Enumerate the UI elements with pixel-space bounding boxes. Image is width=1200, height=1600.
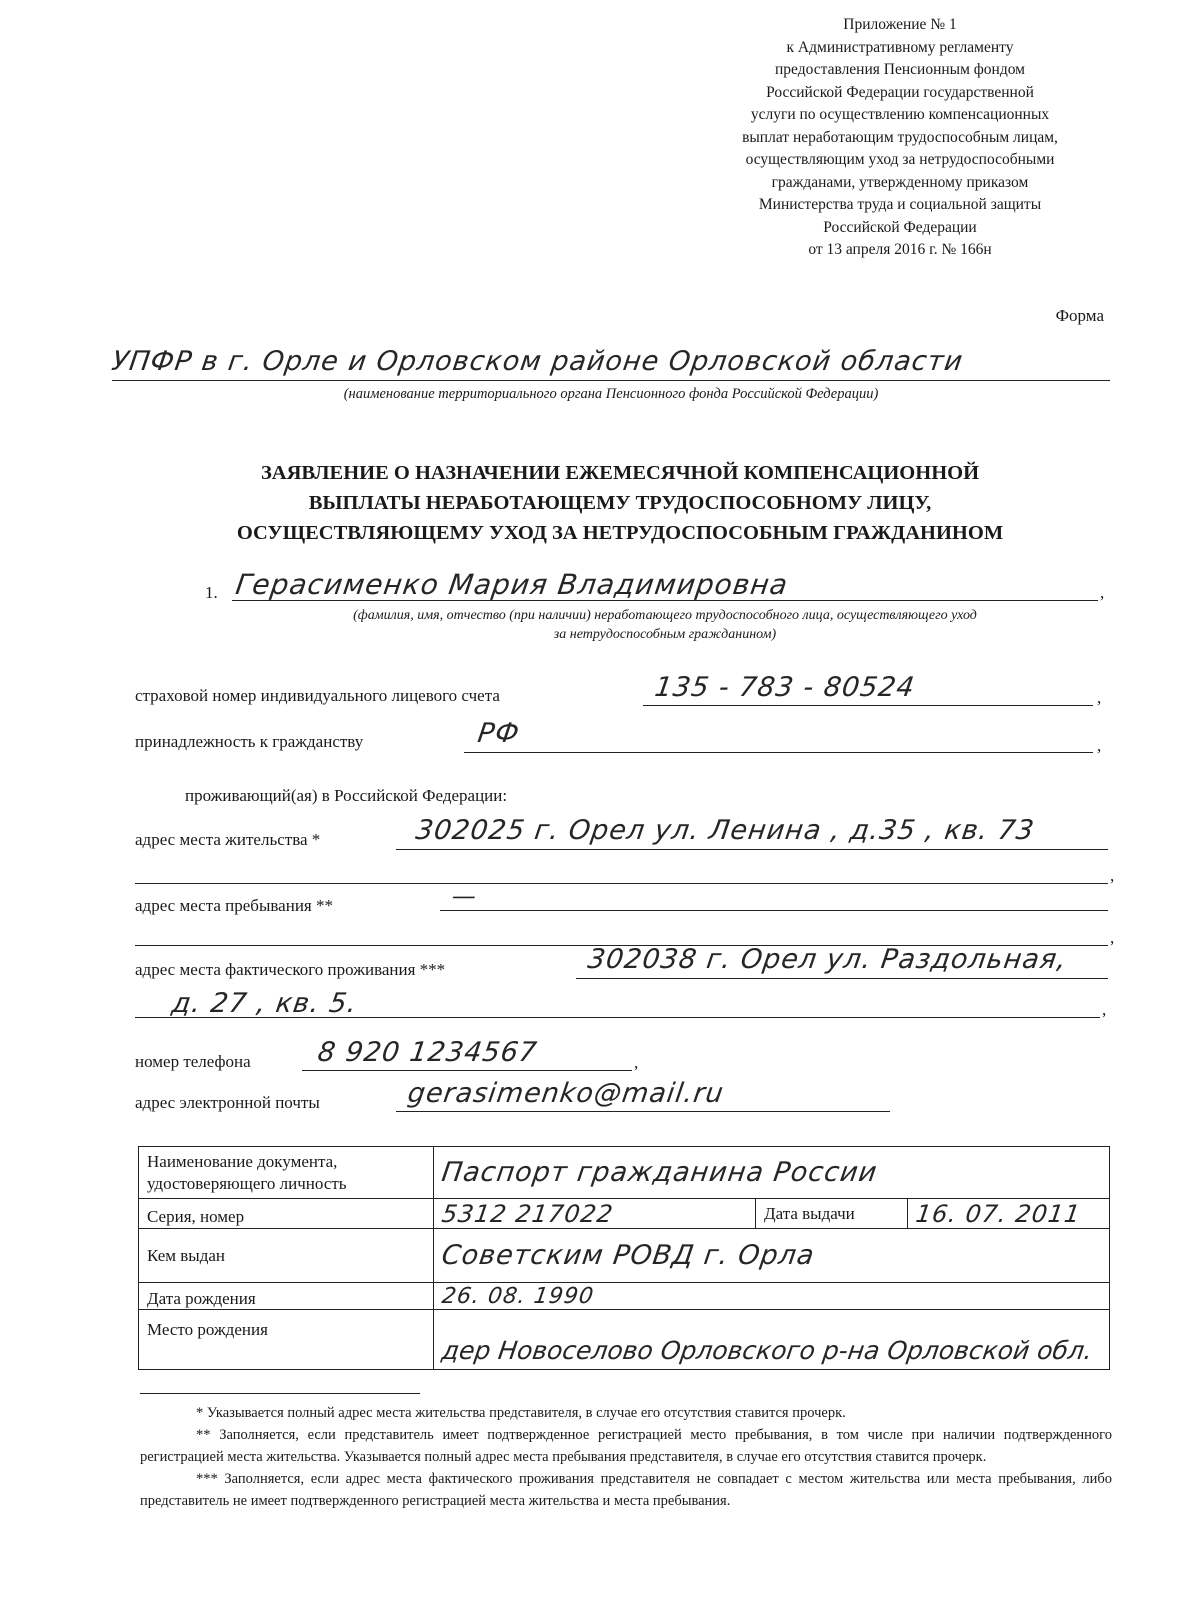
series-value: 5312 217022 — [440, 1199, 616, 1228]
actual-address-value-line1[interactable]: 302038 г. Орел ул. Раздольная, — [585, 944, 1069, 975]
snils-label: страховой номер индивидуального лицевого счета — [135, 686, 500, 705]
applicant-underline — [232, 600, 1098, 601]
email-label: адрес электронной почты — [135, 1093, 320, 1112]
issue-date-label: Дата выдачи — [756, 1199, 908, 1229]
appendix-line: услуги по осуществлению компенсационных — [750, 106, 1050, 123]
appendix-line: Министерства труда и социальной защиты — [758, 196, 1042, 213]
applicant-number: 1. — [205, 583, 218, 602]
actual-address-value-line2[interactable]: д. 27 , кв. 5. — [169, 988, 360, 1019]
table-row — [139, 1310, 1110, 1370]
comma: , — [1102, 1000, 1107, 1019]
actual-address-label: адрес места фактического проживания *** — [135, 960, 446, 979]
doc-name-label-line: Наименование документа, — [147, 1152, 338, 1171]
comma: , — [1110, 928, 1115, 947]
table-row — [139, 1283, 1110, 1310]
appendix-line: выплат неработающим трудоспособным лицам, — [742, 128, 1058, 146]
issued-by-cell[interactable] — [434, 1229, 1110, 1283]
doc-name-cell[interactable] — [434, 1147, 1110, 1199]
birth-place-value: дер Новоселово Орловского р-на Орловской обл. — [440, 1336, 1095, 1365]
doc-name-value: Паспорт гражданина России — [439, 1157, 880, 1188]
doc-name-label-line: удостоверяющего личность — [147, 1174, 347, 1193]
birth-place-label: Место рождения — [139, 1310, 434, 1370]
series-cell[interactable] — [434, 1199, 756, 1229]
stay-label: адрес места пребывания ** — [135, 896, 333, 915]
comma: , — [1110, 866, 1115, 885]
birth-place-cell[interactable] — [434, 1310, 1110, 1370]
residing-label: проживающий(ая) в Российской Федерации: — [185, 786, 508, 805]
residence-underline — [396, 849, 1108, 850]
territorial-body-value[interactable]: УПФР в г. Орле и Орловском районе Орловской области — [109, 346, 966, 377]
appendix-line: предоставления Пенсионным фондом — [774, 61, 1025, 78]
footnotes — [140, 1402, 1112, 1512]
table-row — [139, 1147, 1110, 1199]
appendix-line: гражданами, утвержденному приказом — [771, 173, 1029, 191]
table-row — [139, 1229, 1110, 1283]
snils-value[interactable]: 135 - 783 - 80524 — [652, 672, 917, 703]
email-value[interactable]: gerasimenko@mail.ru — [405, 1078, 726, 1109]
footnote-separator — [140, 1393, 420, 1394]
birth-date-value: 26. 08. 1990 — [440, 1283, 596, 1309]
snils-underline — [643, 705, 1093, 706]
footnote-3: *** Заполняется, если адрес места фактического проживания представителя не совпадает с местом жительства или места пребывания, либо представитель не имеет подтвержденного регистрацией места жительства и места пребывания. — [140, 1471, 1112, 1509]
table-row — [139, 1199, 1110, 1229]
appendix-line: осуществляющим уход за нетрудоспособными — [745, 151, 1055, 168]
birth-date-label: Дата рождения — [139, 1283, 434, 1310]
residence-value[interactable]: 302025 г. Орел ул. Ленина , д.35 , кв. 73 — [413, 815, 1037, 846]
residence-label: адрес места жительства * — [135, 830, 321, 849]
stay-value[interactable]: — — [450, 882, 479, 910]
email-underline — [396, 1111, 890, 1112]
series-label: Серия, номер — [139, 1199, 434, 1229]
phone-value[interactable]: 8 920 1234567 — [315, 1037, 540, 1068]
comma: , — [1100, 583, 1105, 602]
footnote-1: * Указывается полный адрес места жительства представителя, в случае его отсутствия ставится прочерк. — [196, 1405, 846, 1421]
applicant-caption-line: за нетрудоспособным гражданином) — [553, 627, 777, 642]
title-line: ЗАЯВЛЕНИЕ О НАЗНАЧЕНИИ ЕЖЕМЕСЯЧНОЙ КОМПЕНСАЦИОННОЙ — [260, 462, 980, 484]
applicant-full-name[interactable]: Герасименко Мария Владимировна — [233, 568, 791, 601]
appendix-header — [640, 14, 1160, 262]
id-document-table — [138, 1146, 1110, 1370]
title-line: ОСУЩЕСТВЛЯЮЩЕМУ УХОД ЗА НЕТРУДОСПОСОБНЫМ ГРАЖДАНИНОМ — [236, 522, 1004, 544]
actual-address-underline — [576, 978, 1108, 979]
appendix-line: Приложение № 1 — [843, 16, 957, 33]
stay-underline — [440, 910, 1108, 911]
doc-name-label — [139, 1147, 434, 1199]
residence-underline-2 — [135, 883, 1108, 884]
comma: , — [634, 1053, 639, 1072]
appendix-line: к Административному регламенту — [786, 38, 1014, 56]
citizenship-label: принадлежность к гражданству — [135, 732, 364, 751]
appendix-line: от 13 апреля 2016 г. № 166н — [808, 241, 992, 258]
document-title — [130, 458, 1110, 548]
citizenship-value[interactable]: РФ — [475, 718, 522, 749]
birth-date-cell[interactable] — [434, 1283, 1110, 1310]
issue-date-value: 16. 07. 2011 — [914, 1199, 1083, 1228]
applicant-caption — [232, 606, 1098, 644]
applicant-caption-line: (фамилия, имя, отчество (при наличии) неработающего трудоспособного лица, осуществляющего уход — [353, 608, 977, 623]
appendix-line: Российской Федерации — [823, 218, 977, 236]
comma: , — [1097, 736, 1102, 755]
comma: , — [1097, 688, 1102, 707]
title-line: ВЫПЛАТЫ НЕРАБОТАЮЩЕМУ ТРУДОСПОСОБНОМУ ЛИЦУ, — [308, 492, 932, 514]
appendix-line: Российской Федерации государственной — [766, 83, 1034, 101]
issue-date-cell[interactable] — [907, 1199, 1109, 1229]
footnote-2: ** Заполняется, если представитель имеет подтвержденное регистрацией место пребывания, в том числе при наличии подтвержденного регистрацией места жительства. Указывается полный адрес места пребывания представителя, в случае его отсутствия ставится прочерк. — [140, 1427, 1112, 1465]
issued-by-value: Советским РОВД г. Орла — [439, 1240, 817, 1271]
territorial-body-caption: (наименование территориального органа Пенсионного фонда Российской Федерации) — [343, 386, 879, 402]
actual-address-underline-2 — [135, 1017, 1100, 1018]
territorial-body-underline — [112, 380, 1110, 381]
phone-underline — [302, 1070, 632, 1071]
phone-label: номер телефона — [135, 1052, 251, 1071]
citizenship-underline — [464, 752, 1093, 753]
form-label: Форма — [1055, 306, 1104, 325]
issued-by-label: Кем выдан — [139, 1229, 434, 1283]
